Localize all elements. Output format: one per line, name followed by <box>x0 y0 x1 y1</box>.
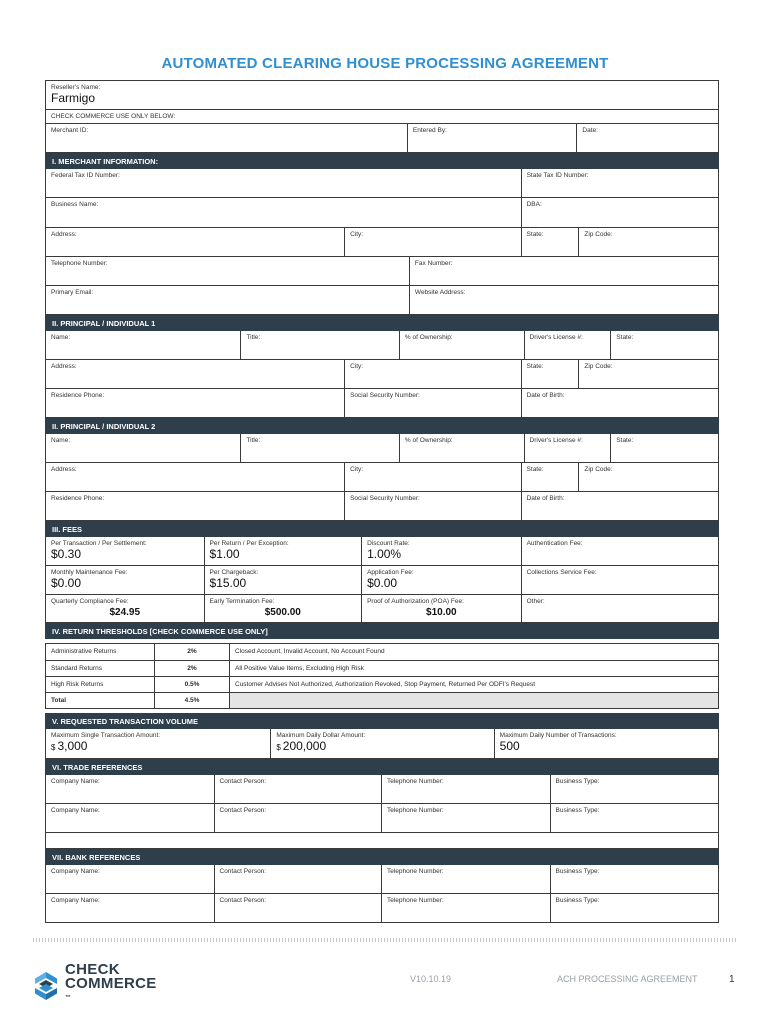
document-title: AUTOMATED CLEARING HOUSE PROCESSING AGREEMENT <box>161 55 609 72</box>
application-fee-field[interactable]: Application Fee: $0.00 <box>361 566 521 594</box>
principal2-row-address <box>45 463 719 492</box>
fees-row-2 <box>45 566 719 595</box>
principal2-license-field[interactable]: Driver's License #: <box>524 434 611 462</box>
principal2-row-phone <box>45 492 719 521</box>
threshold-name: Total <box>51 697 67 704</box>
reseller-value: Farmigo <box>51 91 96 105</box>
principal1-license-state-field[interactable]: State: <box>610 331 718 359</box>
principal1-dob-field[interactable]: Date of Birth: <box>521 389 718 417</box>
currency-symbol: $ <box>51 743 56 752</box>
trade2-business-type-field[interactable]: Business Type: <box>550 804 719 832</box>
monthly-maintenance-fee-field[interactable]: Monthly Maintenance Fee: $0.00 <box>46 566 204 594</box>
section-bank-references: VII. BANK REFERENCES <box>45 849 719 865</box>
principal1-address-field[interactable]: Address: <box>51 363 77 370</box>
bank2-company-field[interactable]: Company Name: <box>51 897 100 904</box>
principal1-phone-field[interactable]: Residence Phone: <box>51 392 105 399</box>
merchant-row-phone <box>45 257 719 286</box>
principal1-city-field[interactable]: City: <box>344 360 520 388</box>
merchant-address-field[interactable]: Address: <box>51 231 77 238</box>
merchant-zip-field[interactable]: Zip Code: <box>578 228 718 256</box>
quarterly-compliance-fee-field[interactable]: Quarterly Compliance Fee: $24.95 <box>46 595 204 622</box>
max-single-transaction-value: 3,000 <box>57 739 88 753</box>
threshold-description <box>229 693 718 708</box>
business-name-field[interactable]: Business Name: <box>51 201 99 208</box>
check-commerce-note-row <box>45 110 719 124</box>
dba-field[interactable]: DBA: <box>521 198 718 227</box>
state-tax-id-field[interactable]: State Tax ID Number: <box>521 169 718 197</box>
reseller-row <box>45 80 719 110</box>
discount-rate-value: 1.00% <box>367 547 402 561</box>
principal2-zip-field[interactable]: Zip Code: <box>578 463 718 491</box>
principal2-state-field[interactable]: State: <box>521 463 579 491</box>
fees-row-3 <box>45 595 719 623</box>
trade1-company-field[interactable]: Company Name: <box>51 778 100 785</box>
discount-rate-field[interactable]: Discount Rate: 1.00% <box>361 537 521 565</box>
section-merchant-information: I. MERCHANT INFORMATION: <box>45 153 719 169</box>
section-fees: III. FEES <box>45 521 719 537</box>
application-fee-value: $0.00 <box>367 576 398 590</box>
principal1-title-field[interactable]: Title: <box>240 331 399 359</box>
principal2-title-field[interactable]: Title: <box>240 434 399 462</box>
principal2-license-state-field[interactable]: State: <box>610 434 718 462</box>
spacer-row <box>45 833 719 849</box>
max-daily-dollar-field[interactable]: Maximum Daily Dollar Amount: $ 200,000 <box>270 729 493 758</box>
principal2-ssn-field[interactable]: Social Security Number: <box>344 492 520 520</box>
principal2-city-field[interactable]: City: <box>344 463 520 491</box>
entered-by-field[interactable]: Entered By: <box>407 124 577 152</box>
principal1-row-address <box>45 360 719 389</box>
bank2-contact-field[interactable]: Contact Person: <box>214 894 382 922</box>
merchant-state-field[interactable]: State: <box>521 228 579 256</box>
threshold-name: Administrative Returns <box>51 648 117 655</box>
agreement-form <box>45 80 719 923</box>
trade1-contact-field[interactable]: Contact Person: <box>214 775 382 803</box>
table-row <box>46 676 718 692</box>
return-thresholds-table <box>45 643 719 709</box>
chargeback-fee-field[interactable]: Per Chargeback: $15.00 <box>204 566 362 594</box>
max-single-transaction-field[interactable]: Maximum Single Transaction Amount: $ 3,000 <box>51 732 161 753</box>
principal2-name-field[interactable]: Name: <box>51 437 71 444</box>
primary-email-field[interactable]: Primary Email: <box>51 289 94 296</box>
principal1-row-phone <box>45 389 719 418</box>
trade2-company-field[interactable]: Company Name: <box>51 807 100 814</box>
merchant-fax-field[interactable]: Fax Number: <box>409 257 718 285</box>
threshold-percent: 4.5% <box>154 693 229 708</box>
merchant-row-email <box>45 286 719 315</box>
collections-fee-field[interactable]: Collections Service Fee: <box>521 566 718 594</box>
check-commerce-note: CHECK COMMERCE USE ONLY BELOW: <box>51 113 176 120</box>
fees-row-1 <box>45 537 719 566</box>
max-daily-dollar-value: 200,000 <box>282 739 327 753</box>
merchant-telephone-field[interactable]: Telephone Number: <box>51 260 108 267</box>
authentication-fee-field[interactable]: Authentication Fee: <box>521 537 718 565</box>
dotted-divider <box>33 938 737 942</box>
footer-page-number: 1 <box>729 974 735 985</box>
principal1-ssn-field[interactable]: Social Security Number: <box>344 389 520 417</box>
bank-ref-row <box>45 894 719 923</box>
empty-cell <box>46 833 718 848</box>
trade1-business-type-field[interactable]: Business Type: <box>550 775 719 803</box>
threshold-percent: 2% <box>154 644 229 660</box>
per-transaction-fee-value: $0.30 <box>51 547 82 561</box>
footer-version: V10.10.19 <box>410 974 452 984</box>
poa-fee-field[interactable]: Proof of Authorization (POA) Fee: $10.00 <box>361 595 521 622</box>
footer-document-name: ACH PROCESSING AGREEMENT <box>557 974 698 984</box>
federal-tax-id-field[interactable]: Federal Tax ID Number: <box>51 172 120 179</box>
max-daily-count-value: 500 <box>499 739 520 753</box>
trade2-contact-field[interactable]: Contact Person: <box>214 804 382 832</box>
merchant-id-field[interactable]: Merchant ID: <box>51 127 89 134</box>
chargeback-fee-value: $15.00 <box>209 576 247 590</box>
section-trade-references: VI. TRADE REFERENCES <box>45 759 719 775</box>
currency-symbol: $ <box>276 743 281 752</box>
principal2-row-name <box>45 434 719 463</box>
section-principal-2: II. PRINCIPAL / INDIVIDUAL 2 <box>45 418 719 434</box>
logo-mark-icon <box>33 971 59 1001</box>
merchant-row-address <box>45 228 719 257</box>
threshold-name: High Risk Returns <box>51 681 104 688</box>
other-fee-field[interactable]: Other: <box>521 595 718 622</box>
bank1-business-type-field[interactable]: Business Type: <box>550 865 719 893</box>
check-commerce-logo <box>33 963 157 1008</box>
trade1-telephone-field[interactable]: Telephone Number: <box>381 775 550 803</box>
threshold-percent: 0.5% <box>154 677 229 692</box>
table-row <box>46 644 718 660</box>
per-return-fee-field[interactable]: Per Return / Per Exception: $1.00 <box>204 537 362 565</box>
principal2-phone-field[interactable]: Residence Phone: <box>51 495 105 502</box>
admin-row <box>45 124 719 153</box>
logo-text: CHECK COMMERCE ™ <box>65 961 157 1001</box>
bank1-company-field[interactable]: Company Name: <box>51 868 100 875</box>
section-transaction-volume: V. REQUESTED TRANSACTION VOLUME <box>45 713 719 729</box>
threshold-name: Standard Returns <box>51 665 102 672</box>
volume-row <box>45 729 719 759</box>
bank1-telephone-field[interactable]: Telephone Number: <box>381 865 550 893</box>
principal1-name-field[interactable]: Name: <box>51 334 71 341</box>
section-return-thresholds: IV. RETURN THRESHOLDS [CHECK COMMERCE USE ONLY] <box>45 623 719 639</box>
reseller-label: Reseller's Name: <box>51 84 101 91</box>
principal1-row-name <box>45 331 719 360</box>
table-row-total <box>46 692 718 708</box>
principal2-address-field[interactable]: Address: <box>51 466 77 473</box>
principal2-ownership-field[interactable]: % of Ownership: <box>399 434 524 462</box>
bank1-contact-field[interactable]: Contact Person: <box>214 865 382 893</box>
per-return-fee-value: $1.00 <box>209 547 240 561</box>
table-row <box>46 660 718 676</box>
website-address-field[interactable]: Website Address: <box>409 286 718 314</box>
quarterly-compliance-fee-value: $24.95 <box>109 607 141 618</box>
principal2-dob-field[interactable]: Date of Birth: <box>521 492 718 520</box>
poa-fee-value: $10.00 <box>426 607 457 618</box>
threshold-description: Closed Account, Invalid Account, No Account Found <box>229 644 718 660</box>
threshold-percent: 2% <box>154 661 229 676</box>
trade-ref-row <box>45 804 719 833</box>
principal1-ownership-field[interactable]: % of Ownership: <box>399 331 524 359</box>
merchant-row-business <box>45 198 719 228</box>
bank-ref-row <box>45 865 719 894</box>
threshold-description: All Positive Value Items, Excluding High Risk <box>229 661 718 676</box>
principal1-state-field[interactable]: State: <box>521 360 579 388</box>
trade-ref-row <box>45 775 719 804</box>
per-transaction-fee-field[interactable]: Per Transaction / Per Settlement: $0.30 <box>46 537 204 565</box>
reseller-field[interactable] <box>46 81 718 109</box>
monthly-maintenance-fee-value: $0.00 <box>51 576 82 590</box>
bank2-business-type-field[interactable]: Business Type: <box>550 894 719 922</box>
merchant-city-field[interactable]: City: <box>344 228 520 256</box>
early-termination-fee-value: $500.00 <box>264 607 301 618</box>
bank2-telephone-field[interactable]: Telephone Number: <box>381 894 550 922</box>
principal1-license-field[interactable]: Driver's License #: <box>524 331 611 359</box>
merchant-row-tax <box>45 169 719 198</box>
max-daily-count-field[interactable]: Maximum Daily Number of Transactions: 500 <box>494 729 718 758</box>
trade2-telephone-field[interactable]: Telephone Number: <box>381 804 550 832</box>
early-termination-fee-field[interactable]: Early Termination Fee: $500.00 <box>204 595 362 622</box>
admin-date-field[interactable]: Date: <box>576 124 718 152</box>
principal1-zip-field[interactable]: Zip Code: <box>578 360 718 388</box>
section-principal-1: II. PRINCIPAL / INDIVIDUAL 1 <box>45 315 719 331</box>
threshold-description: Customer Advises Not Authorized, Authorization Revoked, Stop Payment, Returned Per ODFI's Request <box>229 677 718 692</box>
